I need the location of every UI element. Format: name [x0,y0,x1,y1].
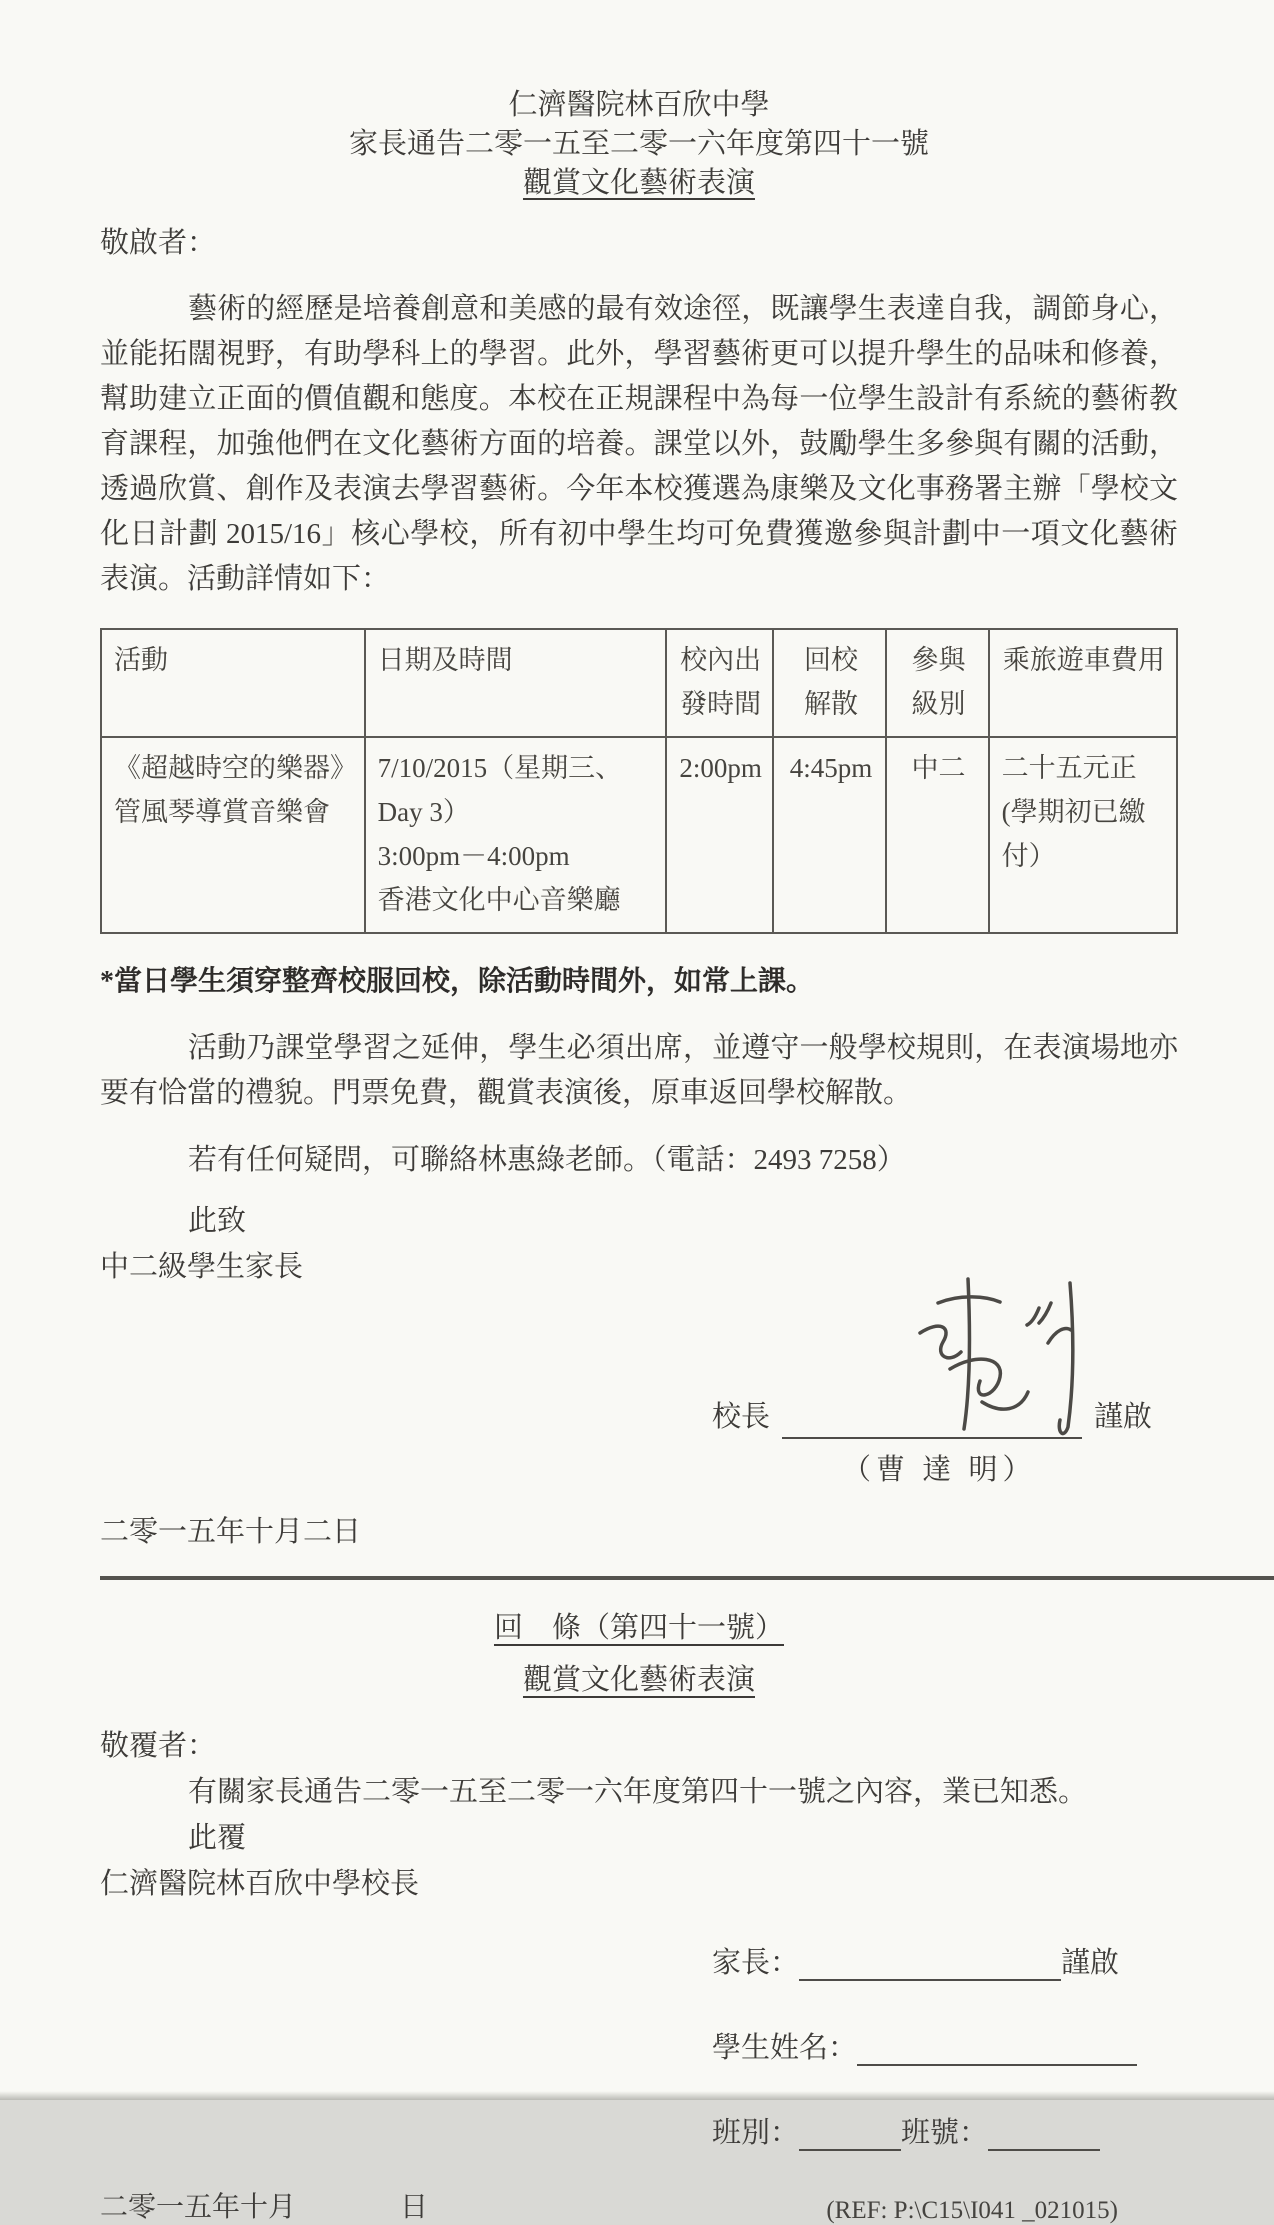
reply-salutation: 敬覆者： [100,1730,217,1762]
student-name-blank [857,2030,1137,2066]
principal-handwritten-signature-icon [890,1271,1120,1446]
header-level: 參與 級別 [886,629,988,737]
notice-subject: 觀賞文化藝術表演 [522,167,755,199]
uniform-note: *當日學生須穿整齊校服回校，除活動時間外，如常上課。 [100,966,815,997]
reply-date-day-label: 日 [400,2192,429,2223]
cell-activity: 《超越時空的樂器》 管風琴導賞音樂會 [101,737,365,933]
class-number-blank [988,2115,1100,2151]
school-name: 仁濟醫院林百欣中學 [508,89,770,121]
respectfully-label: 謹啟 [1094,1401,1153,1433]
class-number-label: 班號： [901,2117,989,2149]
notice-number: 家長通告二零一五至二零一六年度第四十一號 [348,128,929,160]
table-header-row [101,629,1177,737]
scanner-edge-artifact [0,2091,1274,2100]
reply-footer [100,2185,1178,2225]
reply-fields [712,1940,1178,2151]
header-departure: 校內出 發時間 [666,629,774,737]
parent-signature-blank [799,1945,1061,1981]
student-name-row [712,2025,1178,2066]
principal-title-label: 校長 [712,1401,771,1433]
class-label: 班別： [712,2117,800,2149]
notice-date: 二零一五年十月二日 [100,1516,362,1548]
cell-departure: 2:00pm [666,737,774,933]
reply-addressee: 仁濟醫院林百欣中學校長 [100,1868,420,1900]
addressee: 中二級學生家長 [100,1251,304,1283]
student-name-label: 學生姓名： [712,2032,858,2064]
signature-block [100,1299,1178,1488]
parent-respect-label: 謹啟 [1061,1947,1120,1979]
reply-slip-header [100,1602,1178,1706]
reply-date [100,2185,428,2225]
principal-name: （曹 達 明） [842,1454,1037,1486]
header-activity: 活動 [101,629,365,737]
table-row [101,737,1177,933]
tear-off-divider [100,1576,1274,1580]
cell-level: 中二 [886,737,988,933]
reply-date-prefix: 二零一五年十月 [100,2192,297,2223]
cell-fee: 二十五元正 (學期初已繳付） [989,737,1177,933]
cell-return: 4:45pm [773,737,886,933]
parent-label: 家長： [712,1947,800,1979]
reply-closing-phrase: 此覆 [188,1822,247,1854]
file-reference: (REF: P:\C15\I041 _021015) [826,2197,1118,2224]
reply-slip-title: 回 條（第四十一號） [493,1612,784,1644]
header-fee: 乘旅遊車費用 [989,629,1177,737]
header-return: 回校 解散 [773,629,886,737]
class-blank [799,2115,901,2151]
rules-paragraph: 活動乃課堂學習之延伸，學生必須出席，並遵守一般學校規則，在表演場地亦要有恰當的禮貌。門票免費，觀賞表演後，原車返回學校解散。 [100,1032,1178,1109]
activity-table [100,628,1178,934]
intro-paragraph: 藝術的經歷是培養創意和美感的最有效途徑，既讓學生表達自我，調節身心，並能拓闊視野，有助學科上的學習。此外，學習藝術更可以提升學生的品味和修養，幫助建立正面的價值觀和態度。本校在正規課程中為每一位學生設計有系統的藝術教育課程，加強他們在文化藝術方面的培養。課堂以外，鼓勵學生多參與有關的活動，透過欣賞、創作及表演去學習藝術。今年本校獲選為康樂及文化事務署主辦「學校文化日計劃 2015/16」核心學校，所有初中學生均可免費獲邀參與計劃中一項文化藝術表演。活動詳情如下： [100,293,1178,595]
salutation: 敬啟者： [100,227,217,259]
class-row [712,2110,1178,2151]
acknowledgement-line: 有關家長通告二零一五至二零一六年度第四十一號之內容，業已知悉。 [188,1776,1088,1808]
parent-signature-row [712,1940,1178,1981]
closing-phrase: 此致 [188,1205,247,1237]
cell-datetime: 7/10/2015（星期三、Day 3） 3:00pm－4:00pm 香港文化中心音樂廳 [365,737,666,933]
header-datetime: 日期及時間 [365,629,666,737]
letterhead [100,86,1178,203]
reply-slip-subject: 觀賞文化藝術表演 [522,1664,755,1696]
contact-line: 若有任何疑問，可聯絡林惠綠老師。（電話：2493 7258） [188,1144,906,1176]
